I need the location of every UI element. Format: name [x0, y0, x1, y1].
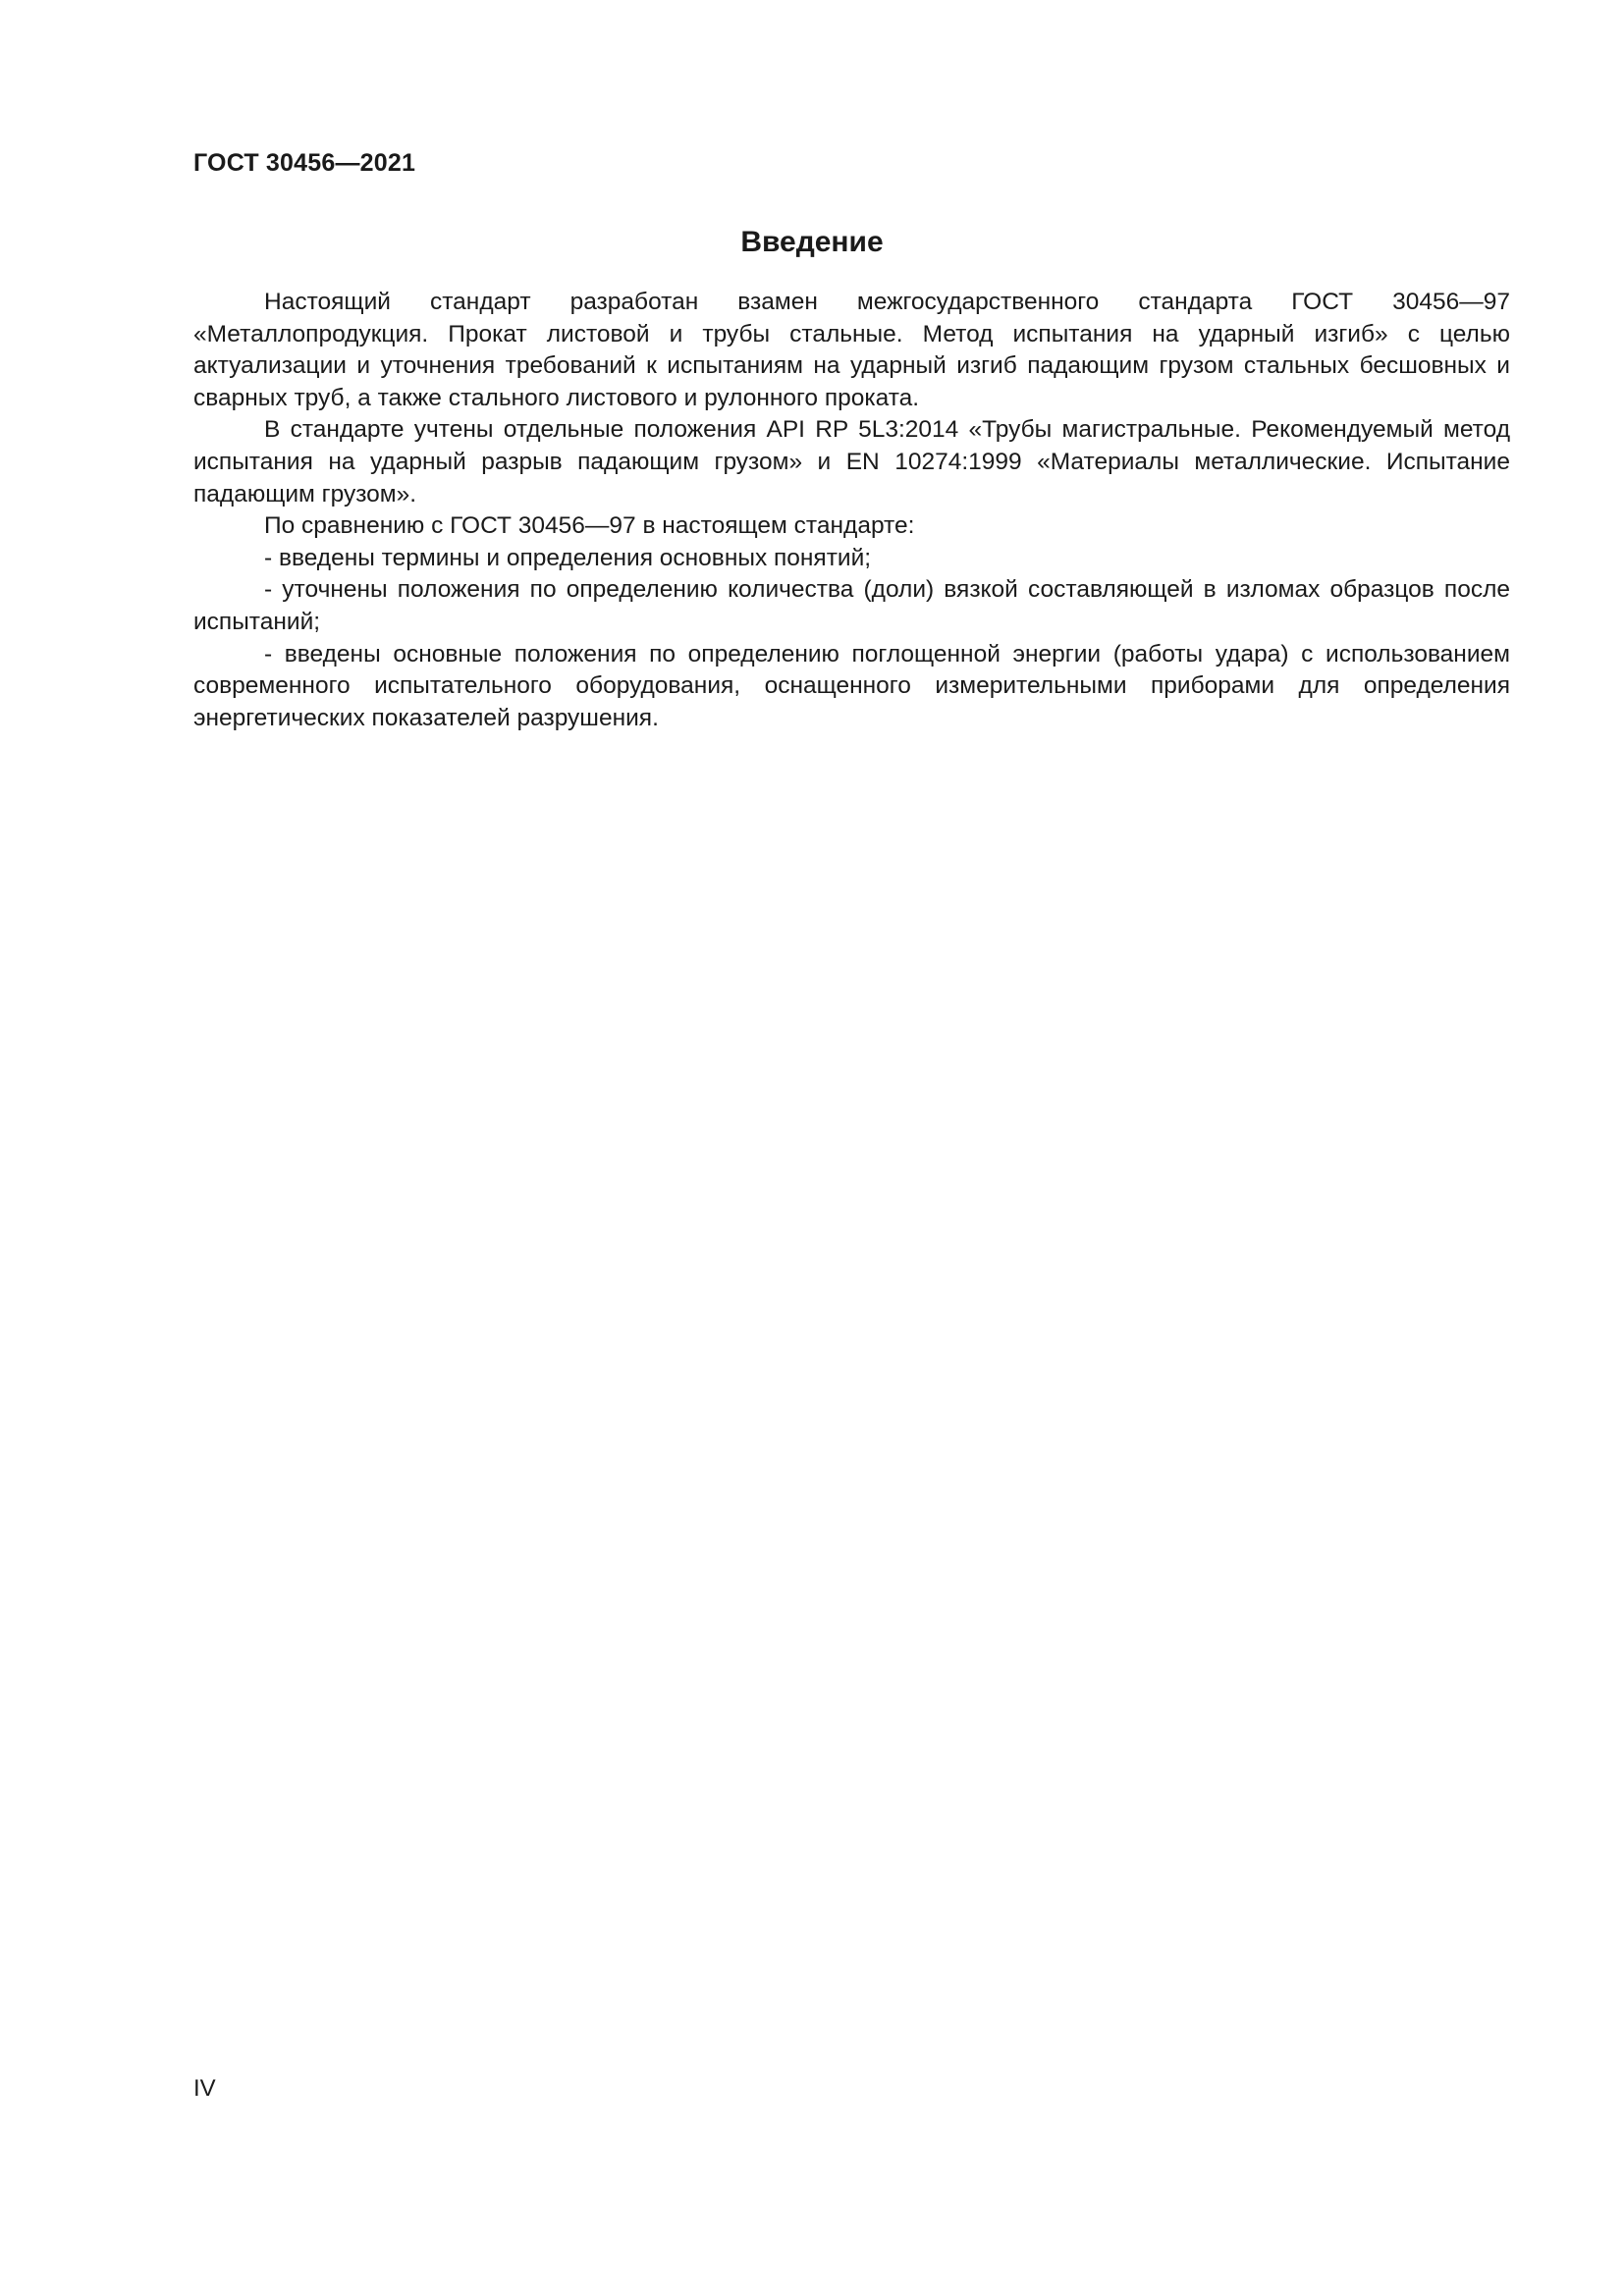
list-item-terms: - введены термины и определения основных понятий;	[264, 544, 872, 571]
paragraph-changes-lead: По сравнению с ГОСТ 30456—97 в настоящем стандарте:	[264, 512, 915, 540]
list-item-absorbed-energy: - введены основные положения по определению поглощенной энергии (работы удара) с использованием современного испытательного оборудования, оснащенного измерительными приборами для определения энергетических показателей разрушения.	[193, 640, 1510, 731]
list-item-ductile-fraction: - уточнены положения по определению количества (доли) вязкой составляющей в изломах образцов после испытаний;	[193, 576, 1510, 635]
paragraph-references: В стандарте учтены отдельные положения API RP 5L3:2014 «Трубы магистральные. Рекомендуемый метод испытания на ударный разрыв падающим грузом» и EN 10274:1999 «Материалы металлические. Испытание падающим грузом».	[193, 416, 1510, 507]
section-title: Введение	[740, 226, 884, 258]
paragraph-intro: Настоящий стандарт разработан взамен межгосударственного стандарта ГОСТ 30456—97 «Металлопродукция. Прокат листовой и трубы стальные. Метод испытания на ударный изгиб» с целью актуализации и уточнения требований к испытаниям на ударный изгиб падающим грузом стальных бесшовных и сварных труб, а также стального листового и рулонного проката.	[193, 289, 1510, 411]
page-number: IV	[193, 2075, 216, 2102]
section-body	[193, 287, 1510, 734]
document-header-id: ГОСТ 30456—2021	[193, 149, 416, 177]
